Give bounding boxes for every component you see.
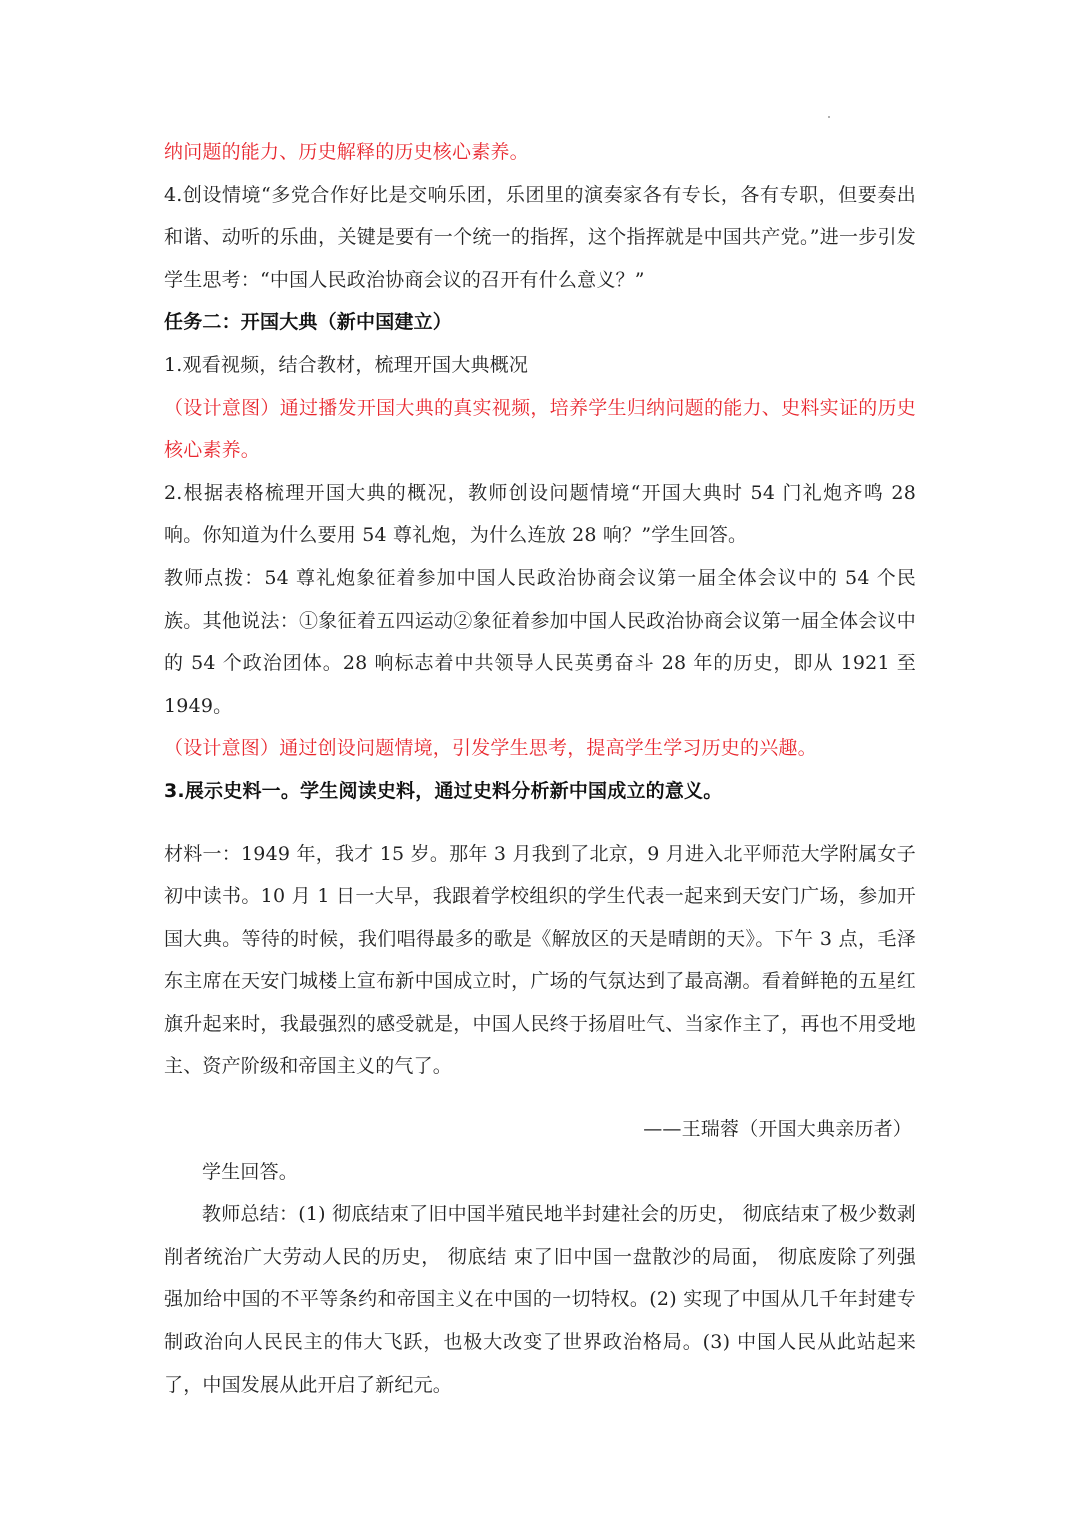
design-intent-scenario: （设计意图）通过创设问题情境，引发学生思考，提高学生学习历史的兴趣。 <box>164 737 817 760</box>
paragraph-teacher-guidance: 教师点拨：54 尊礼炮象征着参加中国人民政治协商会议第一届全体会议中的 54 个民族。其他说法：①象征着五四运动②象征着参加中国人民政治协商会议第一届全体会议中的 54 个政治团体。28 响标志着中共领导人民英勇奋斗 28 年的历史，即从 1921 至 1949。 <box>164 566 916 717</box>
document-body <box>164 131 916 1406</box>
task-two-heading: 任务二：开国大典（新中国建立） <box>164 311 453 334</box>
paragraph-watch-video: 1.观看视频，结合教材，梳理开国大典概况 <box>164 353 529 376</box>
material-one-text: 材料一：1949 年，我才 15 岁。那年 3 月我到了北京，9 月进入北平师范大学附属女子初中读书。10 月 1 日一大早，我跟着学校组织的学生代表一起来到天安门广场，参加开国大典。等待的时候，我们唱得最多的歌是《解放区的天是晴朗的天》。下午 3 点，毛泽东主席在天安门城楼上宣布新中国成立时，广场的气氛达到了最高潮。看着鲜艳的五星红旗升起来时，我最强烈的感受就是，中国人民终于扬眉吐气、当家作主了，再也不用受地主、资产阶级和帝国主义的气了。 <box>164 842 916 1078</box>
spacer <box>164 813 916 833</box>
spacer <box>164 1088 916 1108</box>
scan-dot <box>828 116 830 118</box>
historical-material-heading: 3.展示史料一。学生阅读史料，通过史料分析新中国成立的意义。 <box>164 779 723 802</box>
design-intent-video: （设计意图）通过播发开国大典的真实视频，培养学生归纳问题的能力、史料实证的历史核心素养。 <box>164 396 916 462</box>
paragraph-table-scenario: 2.根据表格梳理开国大典的概况，教师创设问题情境“开国大典时 54 门礼炮齐鸣 28 响。你知道为什么要用 54 尊礼炮，为什么连放 28 响？”学生回答。 <box>164 481 916 547</box>
paragraph-scenario-4: 4.创设情境“多党合作好比是交响乐团，乐团里的演奏家各有专长，各有专职，但要奏出和谐、动听的乐曲，关键是要有一个统一的指挥，这个指挥就是中国共产党。”进一步引发学生思考：“中国人民政治协商会议的召开有什么意义？” <box>164 183 916 291</box>
material-attribution: ——王瑞蓉（开国大典亲历者） <box>643 1118 912 1141</box>
objective-tail-line: 纳问题的能力、历史解释的历史核心素养。 <box>164 141 529 163</box>
paragraph-teacher-summary: 教师总结：(1) 彻底结束了旧中国半殖民地半封建社会的历史， 彻底结束了极少数剥削者统治广大劳动人民的历史， 彻底结 束了旧中国一盘散沙的局面， 彻底废除了列强 强加给中国的不平等条约和帝国主义在中国的一切特权。(2) 实现了中国从几千年封建专制政治向人民民主的伟大飞跃，也极大改变了世界政治格局。(3) 中国人民从此站起来了，中国发展从此开启了新纪元。 <box>164 1203 916 1396</box>
paragraph-student-answer: 学生回答。 <box>202 1160 299 1183</box>
